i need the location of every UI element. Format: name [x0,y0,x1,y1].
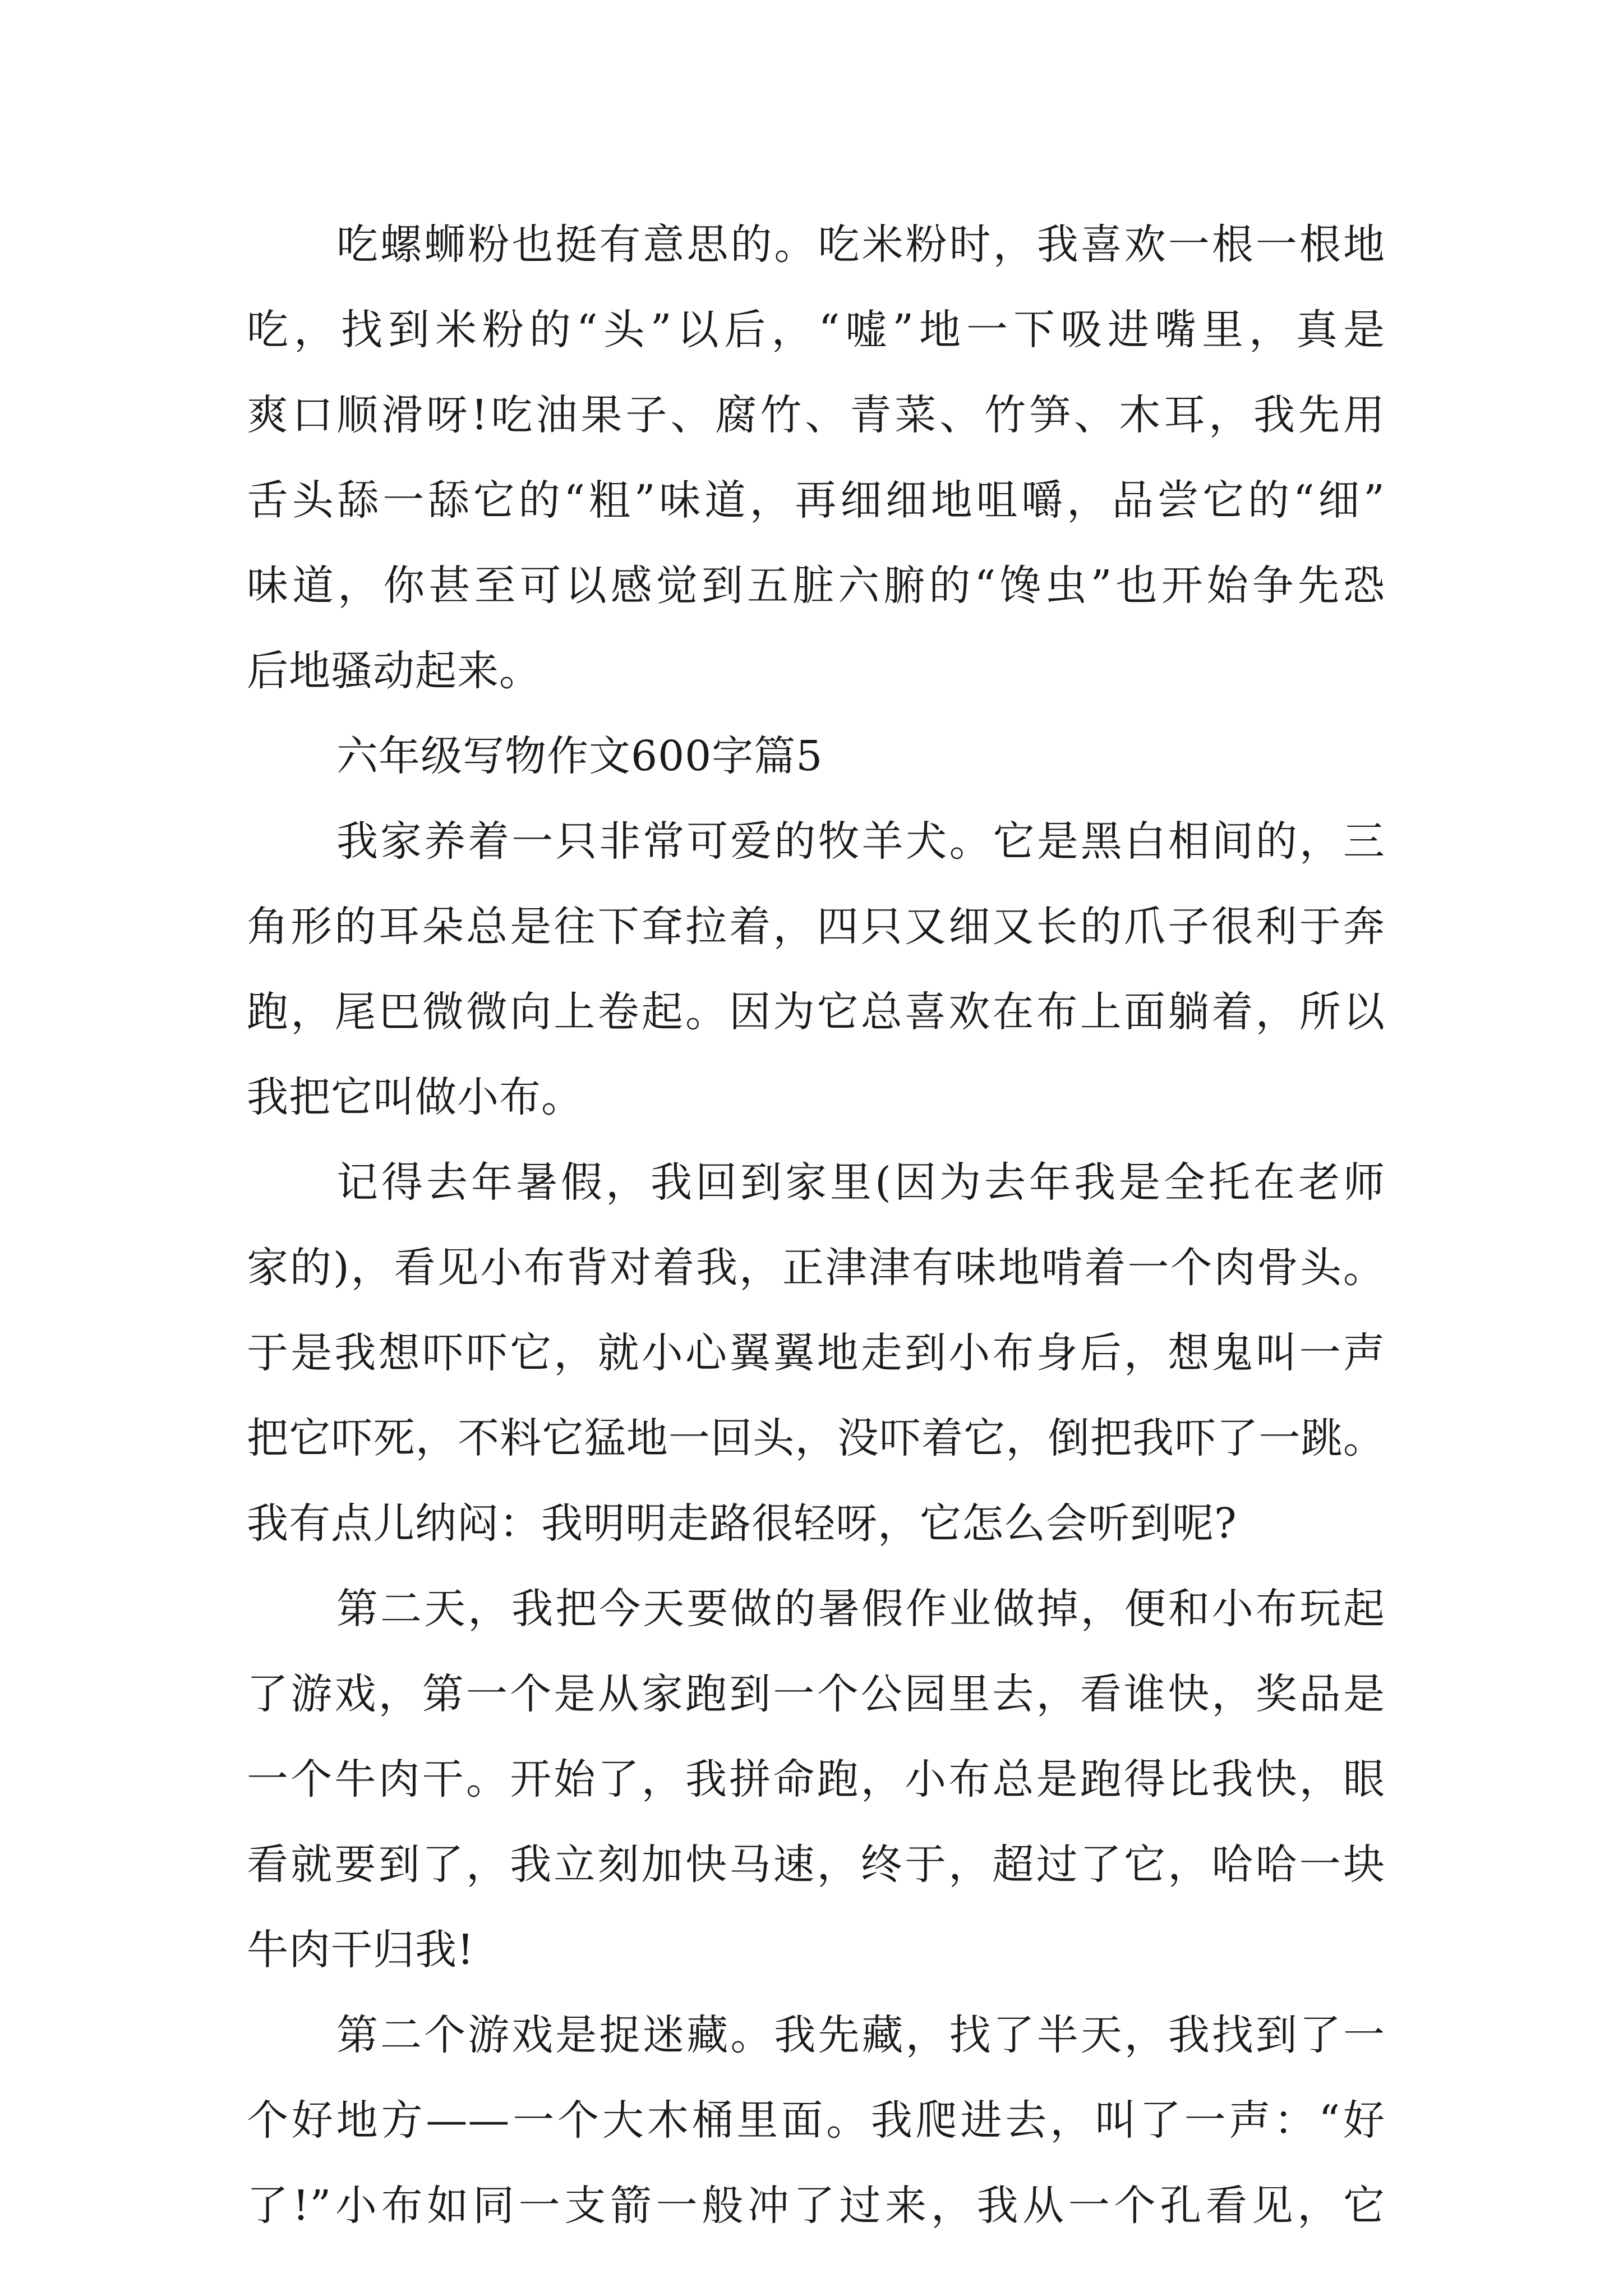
text-line: 家的)，看见小布背对着我，正津津有味地啃着一个肉骨头。 [247,1244,1385,1292]
text-line: 舌头舔一舔它的“粗”味道，再细细地咀嚼，品尝它的“细” [247,476,1385,524]
text-line: 了游戏，第一个是从家跑到一个公园里去，看谁快，奖品是 [247,1670,1385,1718]
text-line: 把它吓死，不料它猛地一回头，没吓着它，倒把我吓了一跳。 [247,1414,1385,1462]
text-line: 记得去年暑假，我回到家里(因为去年我是全托在老师 [336,1158,1385,1207]
text-line: 跑，尾巴微微向上卷起。因为它总喜欢在布上面躺着，所以 [247,988,1385,1036]
document-body [247,202,1385,2248]
text-line: 吃螺蛳粉也挺有意思的。吃米粉时，我喜欢一根一根地 [336,220,1385,269]
text-line: 第二天，我把今天要做的暑假作业做掉，便和小布玩起 [336,1585,1385,1633]
text-line: 后地骚动起来。 [247,647,541,695]
text-line: 吃，找到米粉的“头”以后，“嘘”地一下吸进嘴里，真是 [247,306,1385,354]
text-line: 爽口顺滑呀!吃油果子、腐竹、青菜、竹笋、木耳，我先用 [247,391,1385,439]
text-line: 角形的耳朵总是往下耷拉着，四只又细又长的爪子很利于奔 [247,903,1385,951]
text-line: 看就要到了，我立刻加快马速，终于，超过了它，哈哈一块 [247,1841,1385,1889]
text-line: 于是我想吓吓它，就小心翼翼地走到小布身后，想鬼叫一声 [247,1329,1385,1377]
paragraph-5 [247,1993,1385,2248]
paragraph-3 [247,1140,1385,1566]
paragraph-1 [247,202,1385,714]
text-line: 味道，你甚至可以感觉到五脏六腑的“馋虫”也开始争先恐 [247,562,1385,610]
paragraph-2 [247,799,1385,1140]
text-line: 个好地方——一个大木桶里面。我爬进去，叫了一声：“好 [247,2096,1385,2145]
paragraph-4 [247,1566,1385,1993]
text-line: 我把它叫做小布。 [247,1073,583,1121]
heading-text: 六年级写物作文600字篇5 [336,732,823,780]
text-line: 我有点儿纳闷：我明明走路很轻呀，它怎么会听到呢? [247,1499,1237,1548]
text-line: 一个牛肉干。开始了，我拼命跑，小布总是跑得比我快，眼 [247,1755,1385,1803]
text-line: 我家养着一只非常可爱的牧羊犬。它是黑白相间的，三 [336,817,1385,866]
text-line: 了!”小布如同一支箭一般冲了过来，我从一个孔看见，它 [247,2182,1385,2230]
text-line: 牛肉干归我! [247,1926,474,1974]
text-line: 第二个游戏是捉迷藏。我先藏，找了半天，我找到了一 [336,2011,1385,2059]
section-heading [247,714,1385,799]
